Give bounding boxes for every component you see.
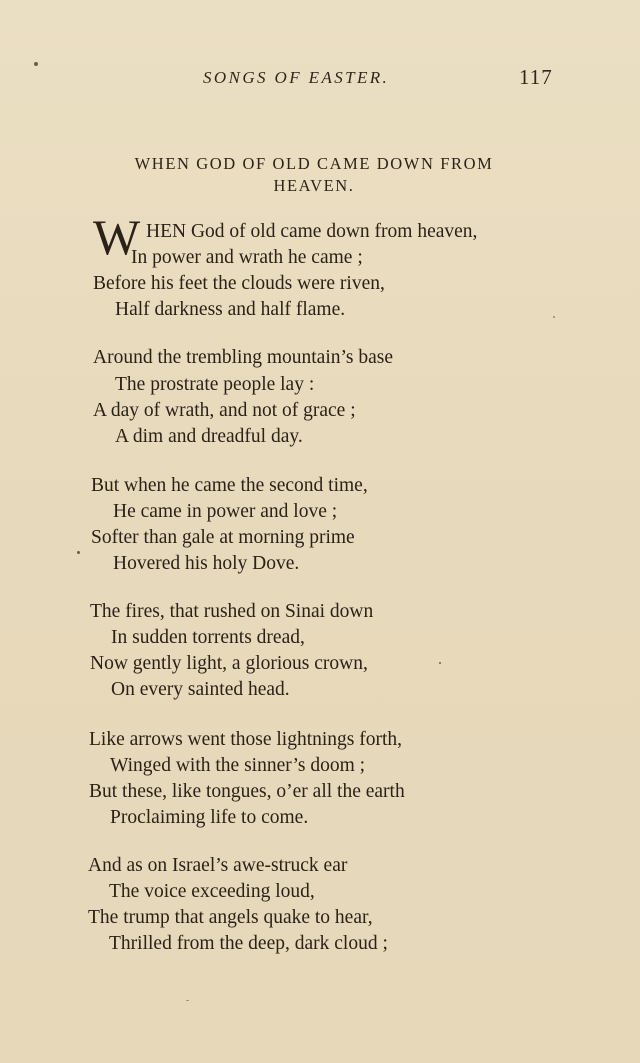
poem-line: HEN God of old came down from heaven, xyxy=(146,221,478,242)
paper-speck xyxy=(34,62,38,66)
poem-line: He came in power and love ; xyxy=(113,501,338,522)
paper-speck xyxy=(553,316,555,318)
poem-line: Half darkness and half flame. xyxy=(115,299,346,320)
running-head xyxy=(0,65,640,92)
poem-line: Hovered his holy Dove. xyxy=(113,553,300,574)
poem-line: And as on Israel’s awe-struck ear xyxy=(88,855,348,876)
poem-line: But these, like tongues, o’er all the earth xyxy=(89,781,405,802)
paper-speck xyxy=(186,1000,189,1001)
poem-line: Before his feet the clouds were riven, xyxy=(93,273,385,294)
poem-title-line-2: HEAVEN. xyxy=(273,176,355,195)
running-title: SONGS OF EASTER. xyxy=(203,68,390,87)
paper-speck xyxy=(77,551,80,554)
poem-line: Winged with the sinner’s doom ; xyxy=(110,755,366,776)
poem-title xyxy=(80,153,548,197)
poem-line: A dim and dreadful day. xyxy=(115,426,303,447)
poem-line: The fires, that rushed on Sinai down xyxy=(90,601,374,622)
poem-line: Like arrows went those lightnings forth, xyxy=(89,729,403,750)
poem-line: The prostrate people lay : xyxy=(115,374,315,395)
drop-cap: W xyxy=(93,209,139,265)
poem-line: Softer than gale at morning prime xyxy=(91,527,355,548)
poem-line: Around the trembling mountain’s base xyxy=(93,347,394,368)
paper-speck xyxy=(439,662,441,664)
poem-line: On every sainted head. xyxy=(111,679,290,700)
poem-line: Now gently light, a glorious crown, xyxy=(90,653,368,674)
poem-line: The voice exceeding loud, xyxy=(109,881,315,902)
poem-line: But when he came the second time, xyxy=(91,475,368,496)
page-number: 117 xyxy=(519,65,553,89)
poem-line: In sudden torrents dread, xyxy=(111,627,305,648)
poem-title-line-1: WHEN GOD OF OLD CAME DOWN FROM xyxy=(134,154,494,173)
poem-line: The trump that angels quake to hear, xyxy=(88,907,373,928)
poem-line: Thrilled from the deep, dark cloud ; xyxy=(109,933,388,954)
poem-line: A day of wrath, and not of grace ; xyxy=(93,400,356,421)
poem-line: In power and wrath he came ; xyxy=(131,247,363,268)
poem-line: Proclaiming life to come. xyxy=(110,807,309,828)
